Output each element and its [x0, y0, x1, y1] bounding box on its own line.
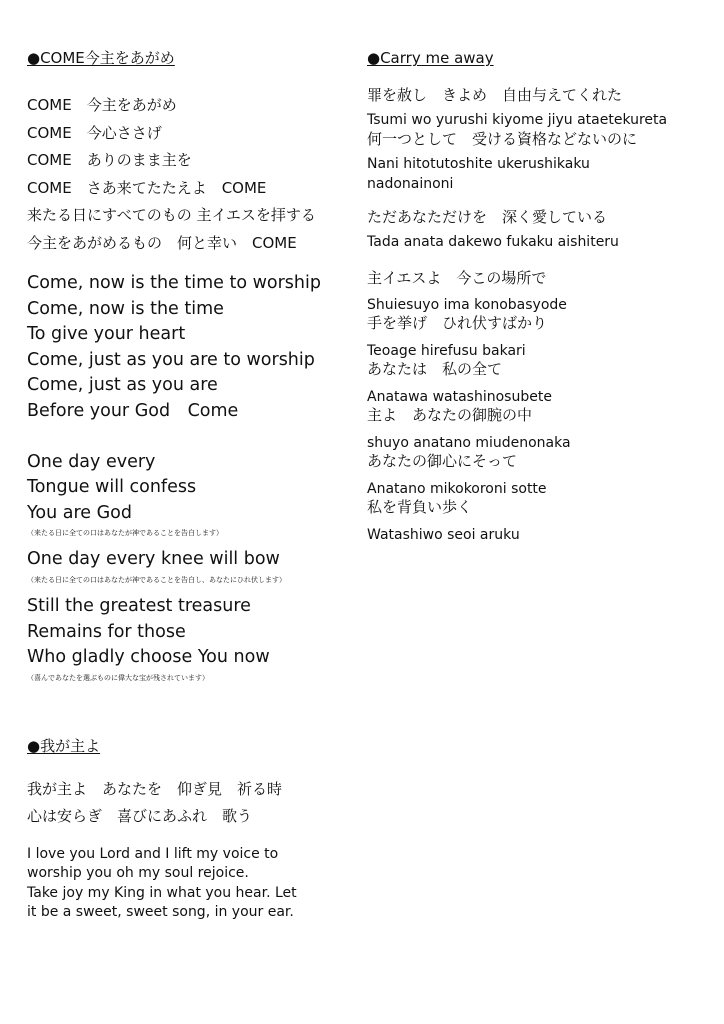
translation-note: （喜んであなたを選ぶものに偉大な宝が残されています） [27, 673, 209, 682]
japanese-line: 主よ あなたの御腕の中 [367, 406, 533, 424]
japanese-line: 罪を赦し きよめ 自由与えてくれた [367, 86, 623, 104]
translation-note: （来たる日に全ての口はあなたが神であることを告白します） [27, 529, 223, 538]
lyric-line: 我が主よ あなたを 仰ぎ見 祈る時 [27, 779, 283, 798]
carry-me-away-stanza-2 [367, 206, 717, 252]
lyric-line: 来たる日にすべてのもの 主イエスを拝する [27, 206, 316, 224]
carry-me-away-stanza-1 [367, 84, 717, 194]
lyric-line: worship you oh my soul rejoice. [27, 865, 249, 882]
lyric-line: Come, just as you are to worship [27, 349, 315, 370]
lyric-line: One day every [27, 451, 156, 472]
lyric-line: 今主をあがめるもの 何と幸い COME [27, 233, 297, 252]
lyric-line: One day every knee will bow [27, 549, 280, 570]
romaji-line: Anatano mikokoroni sotte [367, 481, 547, 497]
lyric-line: Who gladly choose You now [27, 647, 270, 668]
romaji-line: Anatawa watashinosubete [367, 389, 552, 405]
lyric-line: I love you Lord and I lift my voice to [27, 845, 279, 862]
come-english-verse-2 [27, 450, 357, 540]
come-japanese-lyrics [27, 92, 357, 257]
waga-shuyo-japanese-lyrics [27, 776, 357, 831]
lyric-line: Come, now is the time to worship [27, 273, 321, 293]
romaji-line: Teoage hirefusu bakari [367, 343, 526, 359]
japanese-line: ただあなただけを 深く愛している [367, 208, 608, 226]
carry-me-away-stanza-3 [367, 267, 717, 545]
lyric-line: it be a sweet, sweet song, in your ear. [27, 904, 294, 921]
lyric-line: COME さあ来てたたえよ COME [27, 178, 267, 197]
lyric-line: Still the greatest treasure [27, 595, 251, 616]
japanese-line: 何一つとして 受ける資格などないのに [367, 130, 638, 148]
song-title-come: ●COME今主をあがめ [27, 49, 175, 67]
song-title-carry-me-away: ●Carry me away [367, 49, 494, 67]
lyric-line: Remains for those [27, 621, 186, 642]
romaji-line: shuyo anatano miudenonaka [367, 435, 571, 451]
japanese-line: あなたの御心にそって [367, 452, 518, 470]
japanese-line: 手を挙げ ひれ伏すばかり [367, 314, 548, 332]
japanese-line: 主イエスよ 今この場所で [367, 269, 547, 287]
lyric-line: 心は安らぎ 喜びにあふれ 歌う [27, 807, 253, 826]
lyric-line: To give your heart [27, 324, 186, 345]
japanese-line: 私を背負い歩く [367, 498, 473, 516]
right-column [367, 48, 717, 545]
come-english-verse-1 [27, 271, 357, 425]
lyric-line: You are God [27, 502, 132, 523]
romaji-line: Tada anata dakewo fukaku aishiteru [367, 234, 619, 250]
lyric-line: Take joy my King in what you hear. Let [27, 884, 297, 901]
left-column [27, 48, 357, 923]
japanese-line: あなたは 私の全て [367, 360, 503, 378]
romaji-line: Watashiwo seoi aruku [367, 527, 520, 543]
come-english-verse-3 [27, 547, 357, 586]
lyric-line: COME ありのまま主を [27, 151, 192, 169]
romaji-line: Shuiesuyo ima konobasyode [367, 297, 567, 313]
lyric-line: Tongue will confess [27, 477, 197, 498]
come-english-verse-4 [27, 594, 357, 684]
lyric-line: COME 今心ささげ [27, 123, 162, 142]
romaji-line: Nani hitotutoshite ukerushikaku [367, 156, 590, 172]
lyric-line: Come, now is the time [27, 298, 224, 319]
lyric-line: COME 今主をあがめ [27, 96, 177, 114]
romaji-line: Tsumi wo yurushi kiyome jiyu ataetekureta [367, 112, 668, 128]
waga-shuyo-english-lyrics [27, 845, 357, 923]
lyric-line: Before your God Come [27, 400, 239, 421]
translation-note: （来たる日に全ての口はあなたが神であることを告白し、あなたにひれ伏します） [27, 575, 286, 584]
song-title-waga-shuyo: ●我が主よ [27, 736, 101, 755]
romaji-line: nadonainoni [367, 176, 454, 192]
lyric-line: Come, just as you are [27, 375, 218, 396]
